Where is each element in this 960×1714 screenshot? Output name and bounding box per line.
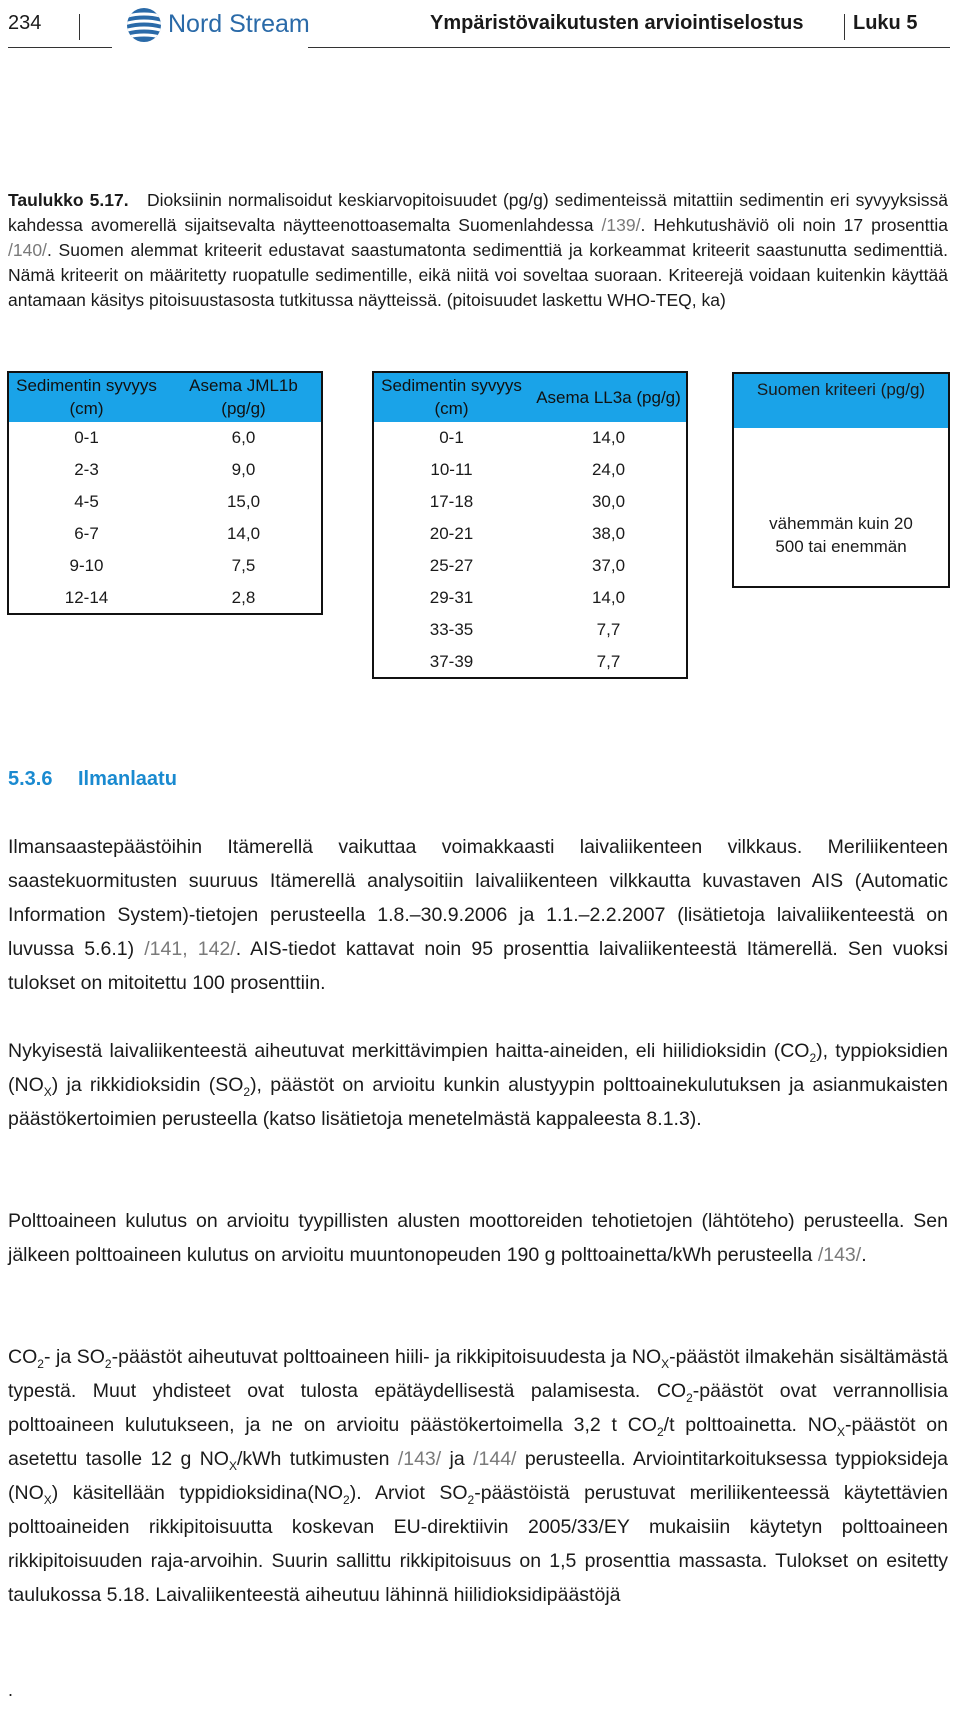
table-row [8, 454, 322, 486]
table-cell: 14,0 [591, 428, 626, 447]
reference-link[interactable]: /140/ [8, 240, 47, 260]
table-row [373, 550, 687, 582]
column-header-depth: Sedimentin syvyys (cm) [373, 372, 530, 422]
table-row [8, 518, 322, 550]
subscript: X [43, 1492, 52, 1507]
paragraph-text: Ilmansaastepäästöihin Itämerellä vaikuttaa voimakkaasti laivaliikenteen vilkkaus. Meriliikenteen saastekuormitusten suuruus Itämerellä analysoitiin laivaliikenteen vilkkautta kuvastaven AIS (Automatic Information System)-tietojen perusteella 1.8.–30.9.2006 ja 1.1.–2.2.2007 (lisätietoja laivaliikenteestä on luvussa 5.6.1) [8, 836, 948, 960]
paragraph-text: /kWh tutkimusten [236, 1448, 398, 1470]
table-cell: 7,7 [596, 652, 621, 671]
table-cell: 7,7 [596, 620, 621, 639]
logo-wordmark: Nord Stream [168, 10, 310, 38]
table-cell: 29-31 [429, 588, 474, 607]
header-divider [79, 14, 80, 40]
subscript: X [837, 1424, 846, 1439]
criteria-box [732, 372, 950, 588]
table-cell: 14,0 [226, 524, 261, 543]
caption-text: Dioksiinin normalisoidut keskiarvopitoisuudet (pg/g) sedimenteissä mitattiin sedimentin eri syvyyksissä kahdessa avomerellä sijaitsevalta näytteenottoasemalta Suomenlahdessa [8, 190, 948, 235]
criteria-header: Suomen kriteeri (pg/g) [734, 374, 948, 428]
paragraph-text: -päästöt aiheutuvat polttoaineen hiili- ja rikkipitoisuudesta ja NO [111, 1346, 662, 1368]
paragraph-text: ). Arviot SO [349, 1482, 468, 1504]
title-separator [844, 14, 845, 40]
subscript: X [661, 1356, 670, 1371]
subscript: 2 [104, 1356, 112, 1371]
subscript: 2 [656, 1424, 664, 1439]
table-cell: 24,0 [591, 460, 626, 479]
table-caption [8, 188, 948, 313]
paragraph-text: Polttoaineen kulutus on arvioitu tyypillisten alusten moottoreiden tehotietojen (lähtöteho) perusteella. Sen jälkeen polttoaineen kulutus on arvioitu muuntonopeuden 190 g polttoainetta/kWh perusteella [8, 1210, 948, 1266]
table-row [8, 582, 322, 614]
criteria-values [734, 512, 948, 558]
subscript: 2 [343, 1492, 350, 1507]
table-cell: 0-1 [74, 428, 99, 447]
section-title: Ilmanlaatu [78, 768, 177, 790]
paragraph-text: ) ja rikkidioksidin (SO [51, 1074, 244, 1096]
caption-text: . Hehkutushäviö oli noin 17 prosenttia [640, 215, 949, 235]
table-cell: 2,8 [231, 588, 256, 607]
paragraph-text: ), päästöt on arvioitu kunkin alustyypin polttoainekulutuksen ja asianmukaisten päästökertoimien perusteella (katso lisätietoja menetelmästä kappaleesta 8.1.3). [8, 1074, 948, 1130]
paragraph-text: - ja SO [43, 1346, 105, 1368]
table-row [373, 582, 687, 614]
document-title: Ympäristövaikutusten arviointiselostus [430, 12, 804, 34]
caption-label: Taulukko 5.17. [8, 190, 129, 210]
table-cell: 20-21 [429, 524, 474, 543]
table-row [8, 550, 322, 582]
subscript: 2 [243, 1084, 251, 1099]
paragraph-text: ) käsitellään typpidioksidina(NO [51, 1482, 344, 1504]
table-cell: 37-39 [429, 652, 474, 671]
table-cell: 15,0 [226, 492, 261, 511]
table-cell: 7,5 [231, 556, 256, 575]
table-cell: 9,0 [231, 460, 256, 479]
table-row [373, 646, 687, 678]
header-rule-right [308, 47, 950, 48]
table-row [373, 614, 687, 646]
subscript: 2 [467, 1492, 475, 1507]
table-cell: 2-3 [74, 460, 99, 479]
paragraph-text: perusteella. Arviointitarkoituksessa typpioksideja (NO [8, 1448, 948, 1504]
table-row [373, 486, 687, 518]
paragraph-text: -päästöt ovat verrannollisia polttoaineen kulutukseen, ja ne on arvioitu päästökertoimella 3,2 t CO [8, 1380, 948, 1436]
table-cell: 6-7 [74, 524, 99, 543]
table-cell: 33-35 [429, 620, 474, 639]
chapter-label: Luku 5 [853, 12, 918, 34]
table-cell: 9-10 [69, 556, 104, 575]
table-station-ll3a [373, 372, 687, 678]
table-cell: 14,0 [591, 588, 626, 607]
paragraph-text: -päästöistä perustuvat meriliikenteessä käytettävien polttoaineiden rikkipitoisuutta koskevan EU-direktiivin 2005/33/EY mukaisiin käytetyn polttoaineen rikkipitoisuuden raja-arvoihin. Suurin sallittu rikkipitoisuus on 1,5 prosenttia massasta. Tulokset on esitetty taulukossa 5.18. Laivaliikenteestä aiheutuu lähinnä hiilidioksidipäästöjä [8, 1482, 948, 1606]
reference-link[interactable]: /143/ [817, 1244, 862, 1266]
paragraph [8, 1034, 948, 1136]
trailing-mark: . [8, 1680, 14, 1700]
reference-link[interactable]: /139/ [601, 215, 641, 235]
table-cell: 12-14 [64, 588, 109, 607]
header-rule-left [8, 47, 112, 48]
table-row [8, 486, 322, 518]
reference-link[interactable]: /144/ [473, 1448, 517, 1470]
caption-text: . Suomen alemmat kriteerit edustavat saastumatonta sedimenttiä ja korkeammat kriteerit saastunutta sedimenttiä. Nämä kriteerit on määritetty ruopatulle sedimentille, eikä niitä voi soveltaa suoraan. Kriteerejä voidaan kuitenkin käyttää antamaan käsitys pitoisuustasosta tutkitussa näytteissä. (pitoisuudet laskettu WHO-TEQ, ka) [8, 240, 948, 310]
criteria-lower: vähemmän kuin 20 [769, 514, 913, 533]
criteria-upper: 500 tai enemmän [775, 537, 907, 556]
paragraph-text: ja [441, 1448, 474, 1470]
paragraph-text: . AIS-tiedot kattavat noin 95 prosenttia laivaliikenteestä Itämerellä. Sen vuoksi tulokset on mitoitettu 100 prosenttiin. [8, 938, 948, 994]
column-header-station: Asema LL3a (pg/g) [530, 372, 687, 422]
section-number: 5.3.6 [8, 768, 53, 790]
table-cell: 30,0 [591, 492, 626, 511]
paragraph-text: -päästöt on asetettu tasolle 12 g NO [8, 1414, 948, 1470]
table-station-jml1b [8, 372, 322, 614]
subscript: X [228, 1458, 237, 1473]
table-row [8, 422, 322, 454]
subscript: 2 [37, 1356, 44, 1371]
table-cell: 38,0 [591, 524, 626, 543]
subscript: 2 [686, 1390, 693, 1405]
column-header-depth: Sedimentin syvyys (cm) [8, 372, 165, 422]
paragraph-text: . [861, 1244, 867, 1266]
page-number: 234 [8, 12, 42, 34]
paragraph [8, 1340, 948, 1612]
paragraph-text: /t polttoainetta. NO [663, 1414, 838, 1436]
table-cell: 37,0 [591, 556, 626, 575]
table-cell: 6,0 [231, 428, 256, 447]
subscript: 2 [809, 1050, 817, 1065]
paragraph [8, 830, 948, 1000]
table-row [373, 518, 687, 550]
table-cell: 10-11 [430, 460, 473, 479]
column-header-station: Asema JML1b (pg/g) [165, 372, 322, 422]
table-row [373, 422, 687, 454]
table-cell: 0-1 [439, 428, 464, 447]
paragraph-text: ), typpioksidien (NO [8, 1040, 948, 1096]
table-cell: 17-18 [429, 492, 474, 511]
paragraph-text: Nykyisestä laivaliikenteestä aiheutuvat merkittävimpien haitta-aineiden, eli hiilidioksidin (CO [8, 1040, 810, 1062]
nord-stream-logo [124, 5, 324, 45]
reference-link[interactable]: /143/ [397, 1448, 442, 1470]
table-row [373, 454, 687, 486]
subscript: X [43, 1084, 52, 1099]
table-cell: 4-5 [74, 492, 99, 511]
table-cell: 25-27 [429, 556, 474, 575]
reference-link[interactable]: /141, 142/ [144, 938, 236, 960]
paragraph [8, 1204, 948, 1272]
paragraph-text: -päästöt ilmakehän sisältämästä typestä. Muut yhdisteet ovat tulosta epätäydellisestä palamisesta. CO [8, 1346, 948, 1402]
paragraph-text: CO [8, 1346, 38, 1368]
